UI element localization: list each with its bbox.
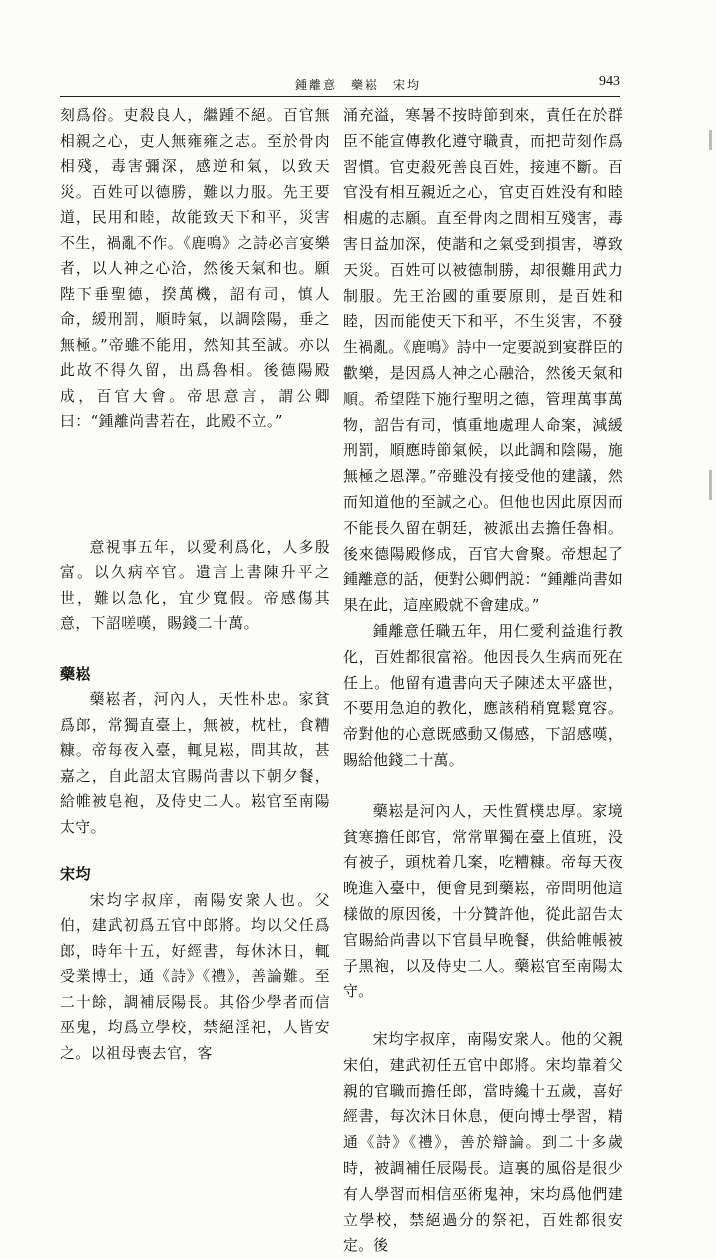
classical-paragraph-1: 刻爲俗。吏殺良人，繼踵不絕。百官無相親之心，吏人無雍雍之志。至於骨肉相殘，毒害彌深，感逆和氣，以致天災。百姓可以德勝，難以力服。先王要道，民用和睦，故能致天下和平，災害不生，禍亂不作。《鹿鳴》之詩必言宴樂者，以人神之心洽，然後天氣和也。願陛下垂聖德，揆萬機，詔有司，慎人命，緩刑罰，順時氣，以調陰陽，垂之無極。”帝雖不能用，然知其至誠。亦以此故不得久留，出爲魯相。後德陽殿成，百官大會。帝思意言，謂公卿曰：“鍾離尚書若在，此殿不立。” bbox=[60, 107, 330, 430]
page-number: 943 bbox=[599, 74, 620, 89]
spacer bbox=[60, 637, 330, 662]
classical-paragraph-2: 意視事五年，以愛利爲化，人多殷富。以久病卒官。遺言上書陳升平之世，難以急化，宜少寬假。帝感傷其意，下詔嗟嘆，賜錢二十萬。 bbox=[60, 538, 330, 632]
classical-text-column bbox=[60, 103, 330, 1066]
spacer bbox=[343, 774, 623, 799]
classical-paragraph-4: 宋均字叔庠，南陽安衆人也。父伯，建武初爲五官中郎將。均以父任爲郎，時年十五，好經書，每休沐日，輒受業博士，通《詩》《禮》，善論難。至二十餘，調補辰陽長。其俗少學者而信巫鬼，均爲立學校，禁絕淫祀，人皆安之。以祖母喪去官，客 bbox=[60, 891, 330, 1062]
translation-paragraph-2: 鍾離意任職五年，用仁愛利益進行教化，百姓都很富裕。他因長久生病而死在任上。他留有遺書向天子陳述太平盛世，不要用急迫的教化，應該稍稍寬鬆寬容。帝對他的心意既感動又傷感，下詔感嘆，賜給他錢二十萬。 bbox=[343, 621, 623, 769]
spacer bbox=[343, 1005, 623, 1027]
spacer bbox=[60, 840, 330, 862]
section-heading-yao-song: 藥崧 bbox=[60, 664, 92, 683]
page-header bbox=[60, 74, 620, 97]
spacer bbox=[60, 435, 330, 535]
running-title: 鍾離意 藥崧 宋均 bbox=[295, 78, 422, 92]
section-heading-song-jun: 宋均 bbox=[60, 865, 92, 883]
translation-column bbox=[343, 103, 623, 1259]
scan-edge-mark bbox=[709, 470, 712, 500]
translation-paragraph-1: 涌充溢，寒暑不按時節到來，責任在於群臣不能宣傳教化遵守職責，而把苛刻作爲習慣。官吏殺死善良百姓，接連不斷。百官没有相互親近之心，官吏百姓没有和睦相處的志願。直至骨肉之間相互殘害，毒害日益加深，使諧和之氣受到損害，導致天災。百姓可以被德制勝，却很難用武力制服。先王治國的重要原則，是百姓和睦，因而能使天下和平，不生災害，不發生禍亂。《鹿鳴》詩中一定要説到宴群臣的歡樂，是因爲人神之心融洽，然後天氣和順。希望陛下施行聖明之德，管理萬事萬物，詔告有司，慎重地處理人命案，減緩刑罰，順應時節氣候，以此調和陰陽，施無極之恩澤。”帝雖没有接受他的建議，然而知道他的至誠之心。但他也因此原因而不能長久留在朝廷，被派出去擔任魯相。後來德陽殿修成，百官大會聚。帝想起了鍾離意的話，便對公卿們説：“鍾離尚書如果在此，這座殿就不會建成。” bbox=[343, 106, 623, 615]
translation-paragraph-3: 藥崧是河內人，天性質樸忠厚。家境貧寒擔任郎官，常常單獨在臺上值班，没有被子，頭枕着几案，吃糟糠。帝每天夜晚進入臺中，便會見到藥崧，帝問明他這樣做的原因後，十分贊許他，從此詔告太官賜給尚書以下官員早晚餐，供給帷帳被子黑袍，以及侍史二人。藥崧官至南陽太守。 bbox=[343, 801, 623, 1001]
scan-edge-mark bbox=[709, 130, 712, 150]
translation-paragraph-4: 宋均字叔庠，南陽安衆人。他的父親宋伯，建武初任五官中郎將。宋均靠着父親的官職而擔任郎，當時纔十五歲，喜好經書，每次沐日休息，便向博士學習，精通《詩》《禮》，善於辯論。到二十多歲時，被調補任辰陽長。這裏的風俗是很少有人學習而相信巫術鬼神，宋均爲他們建立學校，禁絕過分的祭祀，百姓都很安定。後 bbox=[343, 1030, 623, 1255]
classical-paragraph-3: 藥崧者，河內人，天性朴忠。家貧爲郎，常獨直臺上，無被，枕杜，食糟糠。帝每夜入臺，輒見崧，問其故，甚嘉之，自此詔太官賜尚書以下朝夕餐，給帷被皂袍，及侍史二人。崧官至南陽太守。 bbox=[60, 691, 330, 836]
